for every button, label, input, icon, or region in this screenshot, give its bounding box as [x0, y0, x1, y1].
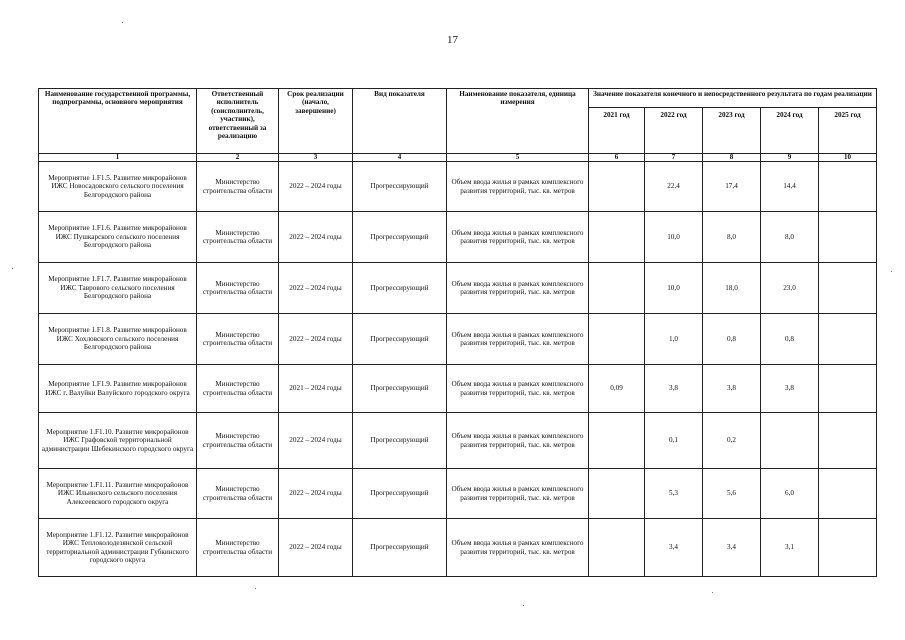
column-number: 2: [197, 154, 279, 162]
indicator-type: Прогрессирующий: [353, 413, 447, 469]
table-row: [39, 519, 877, 577]
period: 2022 – 2024 годы: [279, 263, 353, 314]
executor: Министерство строительства области: [197, 314, 279, 365]
scan-speck: [712, 592, 713, 593]
value-2024: [761, 413, 819, 469]
value-2021: [589, 519, 645, 577]
executor: Министерство строительства области: [197, 519, 279, 577]
executor: Министерство строительства области: [197, 365, 279, 413]
indicator-name: Объем ввода жилья в рамках комплексного развития территорий, тыс. кв. метров: [447, 212, 589, 263]
executor: Министерство строительства области: [197, 212, 279, 263]
value-2024: 3,1: [761, 519, 819, 577]
value-2021: [589, 314, 645, 365]
header-period: Срок реализации (начало, завершение): [279, 89, 353, 154]
value-2025: [819, 314, 877, 365]
value-2025: [819, 263, 877, 314]
value-2022: 3,4: [645, 519, 703, 577]
indicator-name: Объем ввода жилья в рамках комплексного развития территорий, тыс. кв. метров: [447, 469, 589, 519]
measure-name: Мероприятие 1.F1.10. Развитие микрорайонов ИЖС Графовской территориальной администрации Шебекинского городского округа: [39, 413, 197, 469]
measure-name: Мероприятие 1.F1.8. Развитие микрорайонов ИЖС Хохловского сельского поселения Белгородского района: [39, 314, 197, 365]
period: 2022 – 2024 годы: [279, 413, 353, 469]
measure-name: Мероприятие 1.F1.9. Развитие микрорайонов ИЖС г. Валуйки Валуйского городского округа: [39, 365, 197, 413]
value-2022: 10,0: [645, 263, 703, 314]
column-number: 4: [353, 154, 447, 162]
period: 2021 – 2024 годы: [279, 365, 353, 413]
header-year-2021: 2021 год: [589, 108, 645, 154]
table-row: [39, 314, 877, 365]
header-year-2022: 2022 год: [645, 108, 703, 154]
measure-name: Мероприятие 1.F1.11. Развитие микрорайонов ИЖС Ильинского сельского поселения Алексеевского городского округа: [39, 469, 197, 519]
value-2025: [819, 413, 877, 469]
executor: Министерство строительства области: [197, 263, 279, 314]
header-executor: Ответственный исполнитель (соисполнитель, участник), ответственный за реализацию: [197, 89, 279, 154]
executor: Министерство строительства области: [197, 162, 279, 212]
scan-speck: [891, 271, 892, 272]
period: 2022 – 2024 годы: [279, 314, 353, 365]
indicator-name: Объем ввода жилья в рамках комплексного развития территорий, тыс. кв. метров: [447, 263, 589, 314]
value-2021: [589, 212, 645, 263]
executor: Министерство строительства области: [197, 413, 279, 469]
value-2021: [589, 162, 645, 212]
executor: Министерство строительства области: [197, 469, 279, 519]
scan-speck: [523, 605, 524, 606]
indicator-name: Объем ввода жилья в рамках комплексного развития территорий, тыс. кв. метров: [447, 413, 589, 469]
value-2021: 0,09: [589, 365, 645, 413]
period: 2022 – 2024 годы: [279, 469, 353, 519]
value-2025: [819, 519, 877, 577]
value-2022: 22,4: [645, 162, 703, 212]
value-2024: 6,0: [761, 469, 819, 519]
indicator-type: Прогрессирующий: [353, 519, 447, 577]
header-indicator-type: Вид показателя: [353, 89, 447, 154]
column-number: 9: [761, 154, 819, 162]
indicator-name: Объем ввода жилья в рамках комплексного развития территорий, тыс. кв. метров: [447, 365, 589, 413]
scan-speck: [122, 22, 123, 23]
value-2022: 5,3: [645, 469, 703, 519]
value-2025: [819, 365, 877, 413]
indicator-type: Прогрессирующий: [353, 263, 447, 314]
header-indicator-name: Наименование показателя, единица измерения: [447, 89, 589, 154]
value-2022: 0,1: [645, 413, 703, 469]
table-row: [39, 365, 877, 413]
value-2021: [589, 413, 645, 469]
measure-name: Мероприятие 1.F1.7. Развитие микрорайонов ИЖС Таврового сельского поселения Белгородского района: [39, 263, 197, 314]
table-row: [39, 212, 877, 263]
column-number: 7: [645, 154, 703, 162]
indicator-name: Объем ввода жилья в рамках комплексного развития территорий, тыс. кв. метров: [447, 162, 589, 212]
table-row: [39, 162, 877, 212]
measure-name: Мероприятие 1.F1.6. Развитие микрорайонов ИЖС Пушкарского сельского поселения Белгородского района: [39, 212, 197, 263]
value-2023: 5,6: [703, 469, 761, 519]
value-2023: 3,8: [703, 365, 761, 413]
table-row: [39, 413, 877, 469]
value-2023: 3,4: [703, 519, 761, 577]
scan-speck: [255, 588, 256, 589]
indicator-type: Прогрессирующий: [353, 212, 447, 263]
column-number: 8: [703, 154, 761, 162]
value-2022: 1,0: [645, 314, 703, 365]
header-year-2024: 2024 год: [761, 108, 819, 154]
value-2023: 0,8: [703, 314, 761, 365]
value-2023: 0,2: [703, 413, 761, 469]
value-2025: [819, 469, 877, 519]
value-2024: 8,0: [761, 212, 819, 263]
value-2022: 10,0: [645, 212, 703, 263]
value-2024: 3,8: [761, 365, 819, 413]
value-2024: 23,0: [761, 263, 819, 314]
indicator-type: Прогрессирующий: [353, 365, 447, 413]
column-number: 6: [589, 154, 645, 162]
column-number: 1: [39, 154, 197, 162]
indicator-name: Объем ввода жилья в рамках комплексного развития территорий, тыс. кв. метров: [447, 519, 589, 577]
column-number: 10: [819, 154, 877, 162]
value-2025: [819, 162, 877, 212]
value-2023: 8,0: [703, 212, 761, 263]
value-2025: [819, 212, 877, 263]
value-2023: 18,0: [703, 263, 761, 314]
value-2021: [589, 469, 645, 519]
header-year-2025: 2025 год: [819, 108, 877, 154]
header-values-by-year: Значение показателя конечного и непосредственного результата по годам реализации: [589, 89, 877, 108]
indicator-type: Прогрессирующий: [353, 469, 447, 519]
value-2022: 3,8: [645, 365, 703, 413]
period: 2022 – 2024 годы: [279, 212, 353, 263]
indicator-table: [38, 88, 877, 577]
period: 2022 – 2024 годы: [279, 162, 353, 212]
measure-name: Мероприятие 1.F1.5. Развитие микрорайонов ИЖС Новосадовского сельского поселения Белгородского района: [39, 162, 197, 212]
indicator-type: Прогрессирующий: [353, 162, 447, 212]
header-year-2023: 2023 год: [703, 108, 761, 154]
page-number: 17: [447, 34, 458, 46]
value-2023: 17,4: [703, 162, 761, 212]
value-2024: 14,4: [761, 162, 819, 212]
indicator-type: Прогрессирующий: [353, 314, 447, 365]
measure-name: Мероприятие 1.F1.12. Развитие микрорайонов ИЖС Теплоколодезянской сельской территориальной администрации Губкинского городского округа: [39, 519, 197, 577]
header-program-name: Наименование государственной программы, подпрограммы, основного мероприятия: [39, 89, 197, 154]
column-number: 5: [447, 154, 589, 162]
value-2021: [589, 263, 645, 314]
value-2024: 0,8: [761, 314, 819, 365]
table-row: [39, 469, 877, 519]
column-number: 3: [279, 154, 353, 162]
period: 2022 – 2024 годы: [279, 519, 353, 577]
indicator-name: Объем ввода жилья в рамках комплексного развития территорий, тыс. кв. метров: [447, 314, 589, 365]
scan-speck: [12, 268, 13, 269]
table-row: [39, 263, 877, 314]
